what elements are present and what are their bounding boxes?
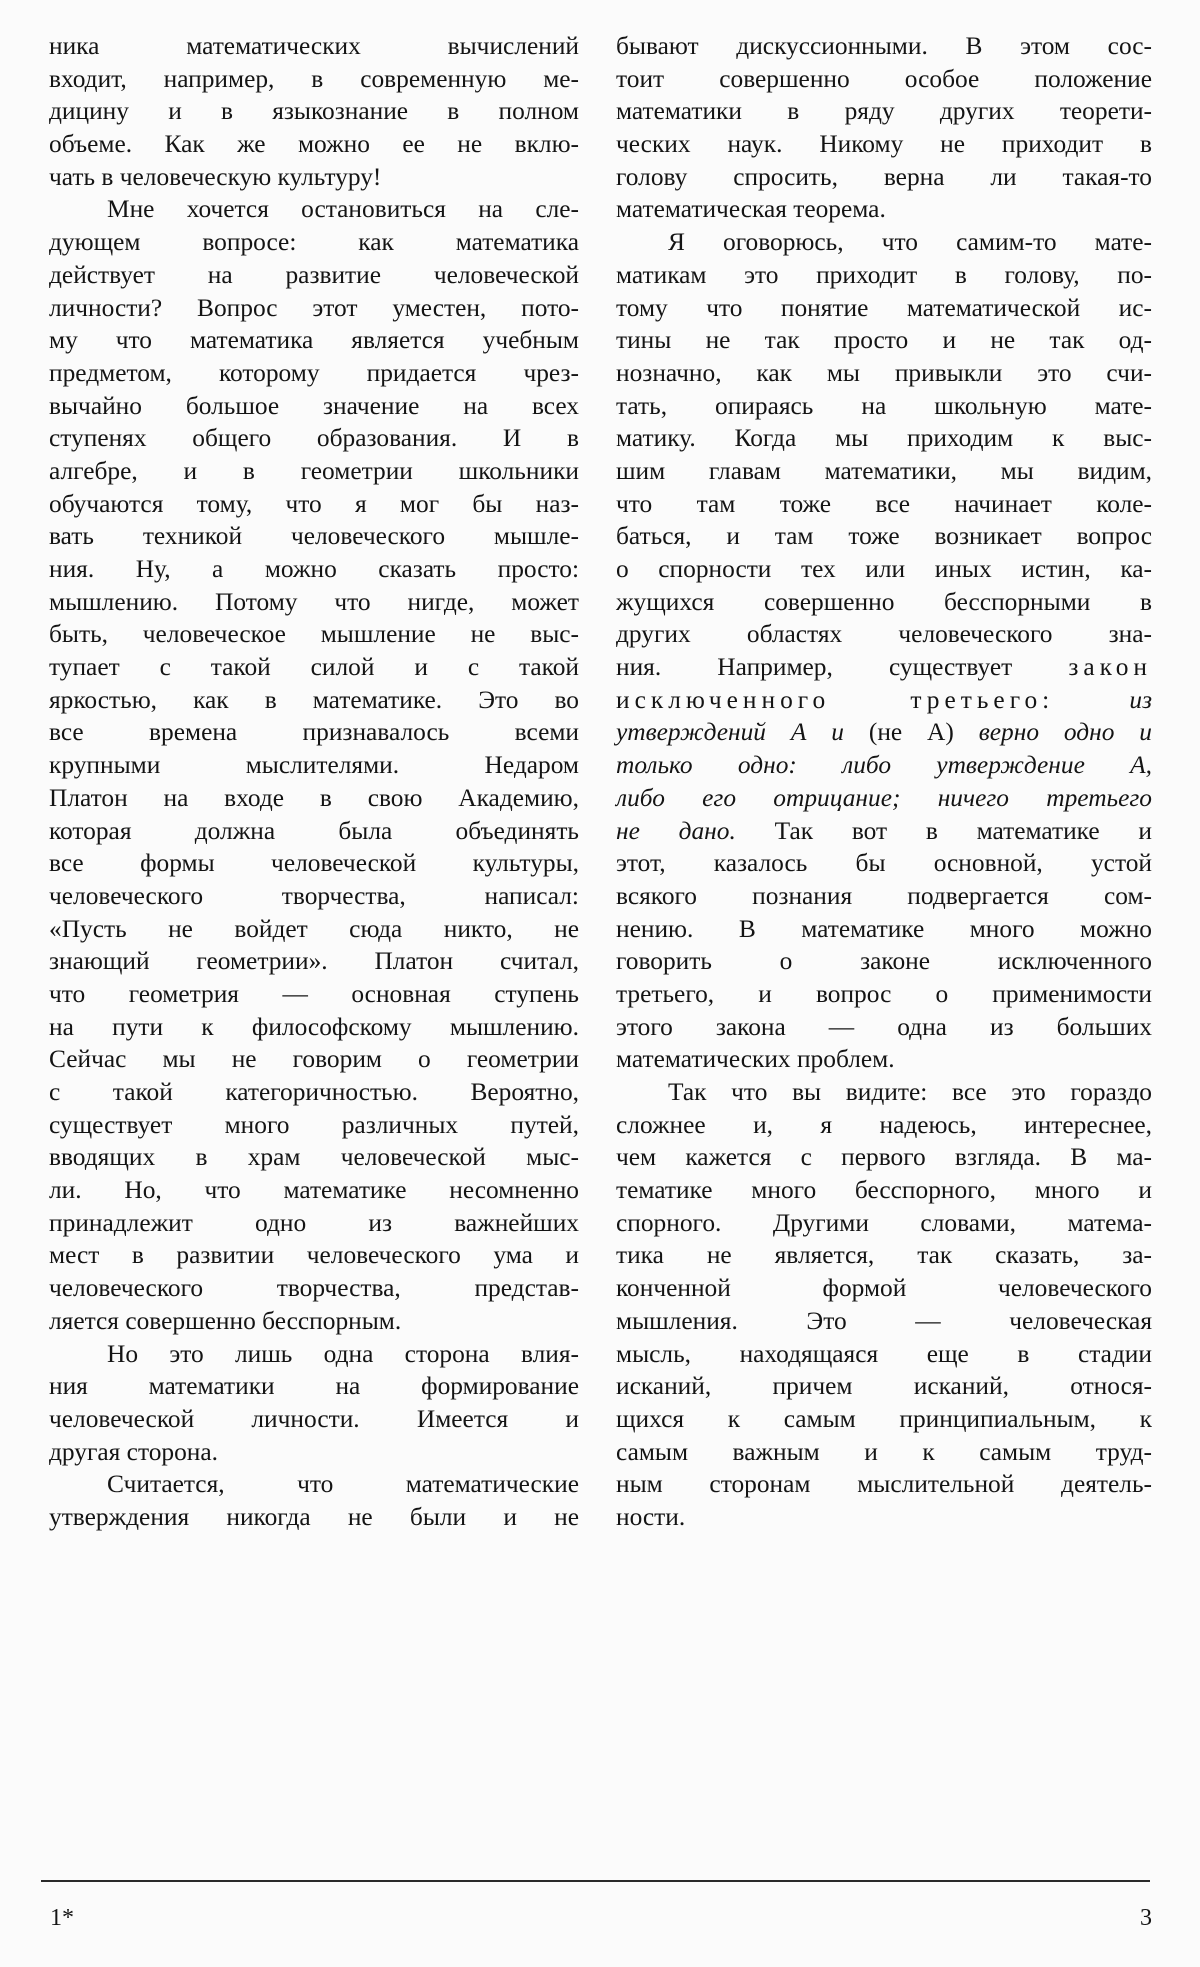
text-line: тупает с такой силой и с такой [49, 653, 579, 682]
text-line: щихся к самым принципиальным, к [616, 1404, 1152, 1433]
text-line: предметом, которому придается чрез- [49, 358, 579, 387]
text-line: быть, человеческое мышление не выс- [49, 620, 579, 649]
text-line: ступенях общего образования. И в [49, 424, 579, 453]
text-line: что геометрия — основная ступень [49, 979, 579, 1008]
text-line: жущихся совершенно бесспорными в [616, 587, 1152, 616]
text-line: математики в ряду других теорети- [616, 97, 1152, 126]
spaced-term: исключенного третьего: [616, 685, 1055, 714]
text-line: тому что понятие математической ис- [616, 293, 1152, 322]
text-line: входит, например, в современную ме- [49, 64, 579, 93]
text-line: Платон на входе в свою Академию, [49, 783, 579, 812]
text-line: нозначно, как мы привыкли это счи- [616, 358, 1152, 387]
signature-mark: 1* [50, 1905, 74, 1931]
text-line: тины не так просто и не так од- [616, 326, 1152, 355]
text-line: голову спросить, верна ли такая-то [616, 162, 1152, 191]
text-line: математическая теорема. [616, 195, 886, 224]
text-line: тать, опираясь на школьную мате- [616, 391, 1152, 420]
text-line: дующем вопросе: как математика [49, 228, 579, 257]
text-line: исканий, причем исканий, относя- [616, 1372, 1152, 1401]
text-line: личности? Вопрос этот уместен, пото- [49, 293, 579, 322]
text-line: других областях человеческого зна- [616, 620, 1152, 649]
text-line: знающий геометрии». Платон считал, [49, 947, 579, 976]
text-line: ческих наук. Никому не приходит в [616, 130, 1152, 159]
text-line: ника математических вычислений [49, 32, 579, 60]
text-line: ности. [616, 1502, 686, 1531]
text-line: нению. В математике много можно [616, 914, 1152, 943]
text-line: вать техникой человеческого мышле- [49, 522, 579, 551]
text-line: существует много различных путей, [49, 1110, 579, 1139]
text-line: вычайно большое значение на всех [49, 391, 579, 420]
text-line-law-name [616, 684, 1152, 717]
paragraph-start-line: Но это лишь одна сторона влия- [107, 1339, 579, 1368]
text-line: «Пусть не войдет сюда никто, не [49, 914, 579, 943]
text-line: мышления. Это — человеческая [616, 1306, 1152, 1335]
text-line: му что математика является учебным [49, 326, 579, 355]
text-line: этого закона — одна из больших [616, 1012, 1152, 1041]
text-segment: ния. Например, существует [616, 653, 1013, 682]
text-line: которая должна была объединять [49, 816, 579, 845]
text-line: вводящих в храм человеческой мыс- [49, 1143, 579, 1172]
paragraph-start-line: Так что вы видите: все это гораздо [668, 1078, 1152, 1106]
text-line: ли. Но, что математике несомненно [49, 1176, 579, 1205]
text-line: самым важным и к самым труд- [616, 1437, 1152, 1466]
text-line-law-statement [616, 716, 1152, 749]
text-line: дицину и в языкознание в полном [49, 97, 579, 126]
text-line: действует на развитие человеческой [49, 260, 579, 289]
italic-segment: утверждений А и [616, 718, 844, 747]
text-line: ным сторонам мыслительной деятель- [616, 1470, 1152, 1499]
text-line: говорить о законе исключенного [616, 947, 1152, 976]
italic-segment: из [1129, 685, 1152, 714]
italic-line: только одно: либо утверждение А, [616, 751, 1152, 780]
text-line: ния математики на формирование [49, 1372, 579, 1401]
text-line: тика не является, так сказать, за- [616, 1241, 1152, 1270]
text-line: мысль, находящаяся еще в стадии [616, 1339, 1152, 1368]
text-line: всякого познания подвергается сом- [616, 881, 1152, 910]
text-line: шим главам математики, мы видим, [616, 456, 1152, 485]
page-number: 3 [1140, 1905, 1152, 1931]
text-line: бывают дискуссионными. В этом сос- [616, 32, 1152, 60]
text-line: спорного. Другими словами, матема- [616, 1208, 1152, 1237]
text-line: утверждения никогда не были и не [49, 1502, 579, 1531]
paragraph-start-line: Мне хочется остановиться на сле- [107, 195, 579, 224]
text-line: с такой категоричностью. Вероятно, [49, 1078, 579, 1106]
text-line: человеческого творчества, написал: [49, 881, 579, 910]
text-line: конченной формой человеческого [616, 1274, 1152, 1303]
text-line: сложнее и, я надеюсь, интереснее, [616, 1110, 1152, 1139]
text-line: мест в развитии человеческого ума и [49, 1241, 579, 1270]
text-line: другая сторона. [49, 1437, 219, 1466]
footer-divider [41, 1880, 1150, 1882]
text-line: матику. Когда мы приходим к выс- [616, 424, 1152, 453]
right-column [616, 30, 1152, 1534]
text-line: баться, и там тоже возникает вопрос [616, 522, 1152, 551]
text-line: человеческого творчества, представ- [49, 1274, 579, 1303]
paragraph-start-line: Я оговорюсь, что самим-то мате- [668, 228, 1152, 257]
text-line: объеме. Как же можно ее не вклю- [49, 130, 579, 159]
text-line: матикам это приходит в голову, по- [616, 260, 1152, 289]
text-segment: Так вот в математике и [774, 816, 1152, 845]
text-line: крупными мыслителями. Недаром [49, 751, 579, 780]
text-line: чем кажется с первого взгляда. В ма- [616, 1143, 1152, 1172]
text-segment: (не А) [868, 718, 954, 747]
italic-line: либо его отрицание; ничего третьего [616, 783, 1152, 812]
text-line: обучаются тому, что я мог бы наз- [49, 489, 579, 518]
text-line: мышлению. Потому что нигде, может [49, 587, 579, 616]
text-line: математических проблем. [616, 1045, 895, 1074]
paragraph-start-line: Считается, что математические [107, 1470, 579, 1499]
text-line: принадлежит одно из важнейших [49, 1208, 579, 1237]
text-line: тематике много бесспорного, много и [616, 1176, 1152, 1205]
text-line: что там тоже все начинает коле- [616, 489, 1152, 518]
text-line: третьего, и вопрос о применимости [616, 979, 1152, 1008]
text-line: человеческой личности. Имеется и [49, 1404, 579, 1433]
text-line: ляется совершенно бесспорным. [49, 1306, 402, 1335]
text-line: этот, казалось бы основной, устой [616, 849, 1152, 878]
text-line: яркостью, как в математике. Это во [49, 685, 579, 714]
text-line: Сейчас мы не говорим о геометрии [49, 1045, 579, 1074]
text-line: о спорности тех или иных истин, ка- [616, 555, 1152, 583]
text-line: на пути к философскому мышлению. [49, 1012, 579, 1041]
text-line-law-intro [616, 651, 1152, 684]
text-line: ния. Ну, а можно сказать просто: [49, 555, 579, 583]
text-line: все формы человеческой культуры, [49, 849, 579, 878]
left-column [49, 30, 579, 1534]
text-line: чать в человеческую культуру! [49, 162, 382, 191]
text-line: тоит совершенно особое положение [616, 64, 1152, 93]
text-line-law-end [616, 815, 1152, 848]
italic-segment: не дано. [616, 816, 736, 845]
text-line: все времена признавалось всеми [49, 718, 579, 747]
italic-segment: верно одно и [978, 718, 1152, 747]
spaced-term: закон [1068, 653, 1152, 682]
text-line: алгебре, и в геометрии школьники [49, 456, 579, 485]
